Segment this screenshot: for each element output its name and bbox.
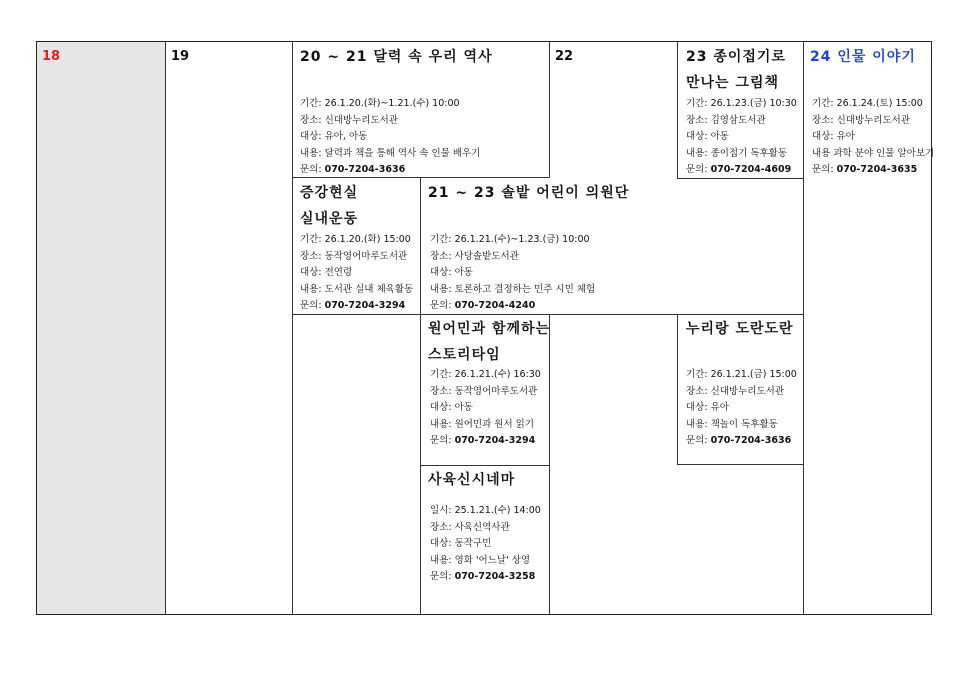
contact-label: 문의: <box>686 164 711 175</box>
contact-phone: 070-7204-3294 <box>324 300 406 311</box>
contact-phone: 070-7204-4609 <box>710 164 792 175</box>
event-target: 대상: 유아 <box>812 131 855 142</box>
event-title-line2: 스토리타임 <box>428 347 501 363</box>
event-period: 기간: 26.1.24.(토) 15:00 <box>812 98 923 109</box>
col-divider <box>420 178 421 615</box>
event-info <box>430 367 541 450</box>
event-target: 대상: 전연령 <box>300 267 353 278</box>
event-target: 대상: 유아, 아동 <box>300 131 368 142</box>
event-target: 대상: 아동 <box>430 402 473 413</box>
event-title: 사육신시네마 <box>428 472 516 488</box>
event-contact <box>300 298 413 315</box>
event-content: 내용: 영화 '어느날' 상영 <box>430 554 531 566</box>
event-title-line2: 만나는 그림책 <box>686 75 780 91</box>
row-divider <box>420 465 550 466</box>
event-period: 기간: 26.1.23.(금) 10:30 <box>686 98 797 109</box>
event-contact <box>430 569 541 586</box>
contact-phone: 070-7204-3294 <box>454 435 536 446</box>
contact-phone: 070-7204-4240 <box>454 300 536 311</box>
event-period: 기간: 26.1.20.(화)~1.21.(수) 10:00 <box>300 98 460 109</box>
col-divider <box>677 315 678 465</box>
event-place: 장소: 신대방누리도서관 <box>300 114 398 126</box>
contact-label: 문의: <box>430 435 455 446</box>
event-title: 누리랑 도란도란 <box>686 321 794 337</box>
contact-label: 문의: <box>300 300 325 311</box>
col-divider <box>803 41 804 615</box>
sunday-column-shade <box>37 42 165 614</box>
event-contact <box>812 162 934 179</box>
contact-label: 문의: <box>430 300 455 311</box>
col-divider <box>292 41 293 615</box>
event-content: 내용: 도서관 실내 체육활동 <box>300 283 414 295</box>
event-info <box>430 503 541 586</box>
event-place: 장소: 사당솔밭도서관 <box>430 250 519 262</box>
contact-label: 문의: <box>686 435 711 446</box>
event-contact <box>300 162 480 179</box>
col-divider <box>677 41 678 179</box>
col-divider <box>549 41 550 177</box>
event-info <box>686 367 797 450</box>
event-title-line1: 원어민과 함께하는 <box>428 321 551 337</box>
day-number: 22 <box>555 49 574 64</box>
event-title: 20 ~ 21 달력 속 우리 역사 <box>300 49 493 65</box>
event-info <box>300 232 413 315</box>
event-place: 장소: 동작영어마루도서관 <box>300 250 408 262</box>
day-number: 19 <box>171 49 190 64</box>
event-title-line1: 증강현실 <box>300 185 359 201</box>
event-title: 21 ~ 23 솔밭 어린이 의원단 <box>428 185 630 201</box>
event-contact <box>686 433 797 450</box>
event-contact <box>430 433 541 450</box>
contact-phone: 070-7204-3635 <box>836 164 918 175</box>
event-target: 대상: 유아 <box>686 402 729 413</box>
event-info <box>300 96 480 179</box>
contact-phone: 070-7204-3636 <box>324 164 406 175</box>
event-contact <box>430 298 595 315</box>
event-title-line1: 23 종이접기로 <box>686 49 786 65</box>
event-target: 대상: 아동 <box>430 267 473 278</box>
event-period: 일시: 25.1.21.(수) 14:00 <box>430 505 541 516</box>
contact-label: 문의: <box>812 164 837 175</box>
event-period: 기간: 26.1.20.(화) 15:00 <box>300 234 411 245</box>
contact-phone: 070-7204-3258 <box>454 571 536 582</box>
contact-label: 문의: <box>430 571 455 582</box>
day-number-sunday: 18 <box>42 49 61 64</box>
event-title <box>300 180 358 232</box>
event-title <box>686 44 786 96</box>
event-content: 내용: 종이접기 독후활동 <box>686 147 788 159</box>
event-place: 장소: 신대방누리도서관 <box>812 114 910 126</box>
event-content: 내용: 원어민과 원서 읽기 <box>430 418 535 430</box>
event-info <box>812 96 934 179</box>
event-period: 기간: 26.1.21.(금) 15:00 <box>686 369 797 380</box>
event-contact <box>686 162 797 179</box>
row-divider <box>677 464 804 465</box>
event-title <box>428 316 550 368</box>
event-info <box>686 96 797 179</box>
event-content: 내용: 달력과 책을 통해 역사 속 인물 배우기 <box>300 147 481 159</box>
event-target: 대상: 아동 <box>686 131 729 142</box>
event-title-saturday: 24 인물 이야기 <box>810 49 916 65</box>
contact-phone: 070-7204-3636 <box>710 435 792 446</box>
event-place: 장소: 신대방누리도서관 <box>686 385 784 397</box>
event-content: 내용: 책놀이 독후활동 <box>686 418 778 430</box>
contact-label: 문의: <box>300 164 325 175</box>
event-period: 기간: 26.1.21.(수) 16:30 <box>430 369 541 380</box>
event-place: 장소: 사육신역사관 <box>430 521 510 533</box>
col-divider <box>165 41 166 615</box>
event-period: 기간: 26.1.21.(수)~1.23.(금) 10:00 <box>430 234 590 245</box>
event-info <box>430 232 595 315</box>
event-place: 장소: 김영삼도서관 <box>686 114 766 126</box>
event-content: 내용: 토론하고 결정하는 민주 시민 체험 <box>430 283 596 295</box>
event-content: 내용 과학 분야 인물 알아보기 <box>812 147 935 159</box>
event-target: 대상: 동작구민 <box>430 538 492 549</box>
event-place: 장소: 동작영어마루도서관 <box>430 385 538 397</box>
event-title-line2: 실내운동 <box>300 211 359 227</box>
